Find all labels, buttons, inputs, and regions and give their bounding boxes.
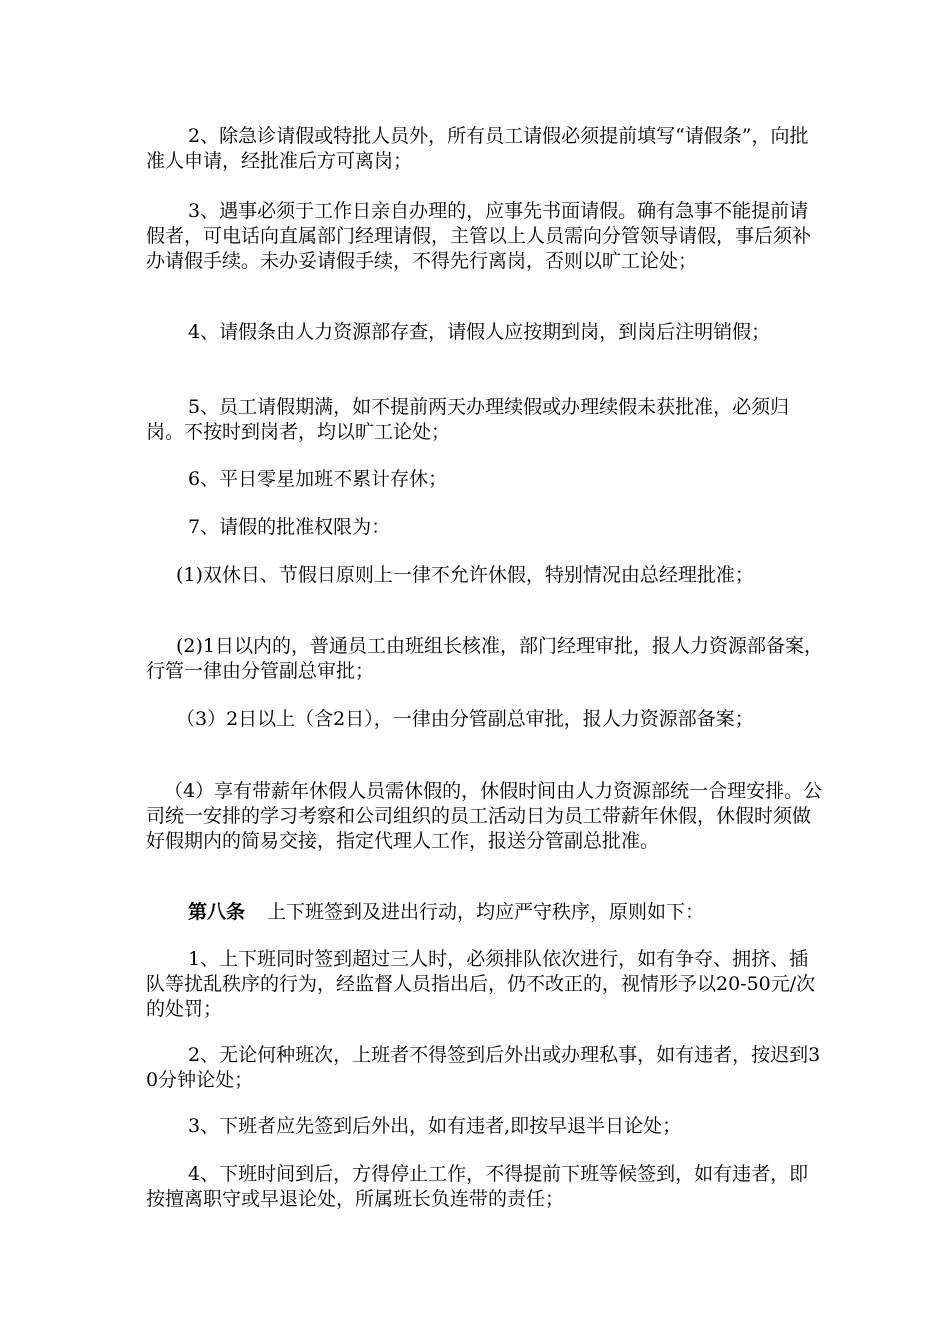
paragraph-leave-form: 2、除急诊请假或特批人员外，所有员工请假必须提前填写“请假条”，向批准人申请，经批准后方可离岗； bbox=[146, 125, 809, 172]
paragraph-weekday-leave: 3、遇事必须于工作日亲自办理的，应事先书面请假。确有急事不能提前请假者，可电话向直属部门经理请假，主管以上人员需向分管领导请假，事后须补办请假手续。未办妥请假手续，不得先行离岗，否则以旷工论处； bbox=[146, 200, 812, 272]
article-8-heading bbox=[146, 900, 826, 925]
paragraph-end-of-shift: 4、下班时间到后，方得停止工作，不得提前下班等候签到，如有违者，即按擅离职守或早退论处，所属班长负连带的责任； bbox=[146, 1163, 809, 1210]
paragraph-approval-authority: 7、请假的批准权限为： bbox=[188, 516, 391, 538]
paragraph-authority-3: （3）2日以上（含2日），一律由分管副总审批，报人力资源部备案； bbox=[176, 708, 754, 730]
paragraph-authority-2: (2)1日以内的，普通员工由班组长核准，部门经理审批，报人力资源部备案，行管一律由分管副总审批； bbox=[146, 635, 824, 682]
paragraph-signout: 3、下班者应先签到后外出，如有违者,即按早退半日论处； bbox=[188, 1115, 682, 1137]
paragraph-no-leaving: 2、无论何种班次，上班者不得签到后外出或办理私事，如有违者，按迟到30分钟论处； bbox=[146, 1044, 821, 1091]
article-label: 第八条 bbox=[188, 901, 246, 923]
paragraph-authority-4: （4）享有带薪年休假人员需休假的，休假时间由人力资源部统一合理安排。公司统一安排的学习考察和公司组织的员工活动日为员工带薪年休假，休假时须做好假期内的简易交接，指定代理人工作，报送分管副总批准。 bbox=[146, 780, 823, 852]
article-text: 上下班签到及进出行动，均应严守秩序，原则如下： bbox=[267, 901, 705, 923]
paragraph-leave-record: 4、请假条由人力资源部存查，请假人应按期到岗，到岗后注明销假； bbox=[188, 321, 771, 343]
paragraph-signin-queue: 1、上下班同时签到超过三人时，必须排队依次进行，如有争夺、拥挤、插队等扰乱秩序的行为，经监督人员指出后，仍不改正的，视情形予以20-50元/次的处罚； bbox=[146, 948, 816, 1020]
paragraph-authority-1: (1)双休日、节假日原则上一律不允许休假，特别情况由总经理批准； bbox=[176, 564, 754, 586]
paragraph-overtime: 6、平日零星加班不累计存休； bbox=[188, 468, 448, 490]
paragraph-leave-expiry: 5、员工请假期满，如不提前两天办理续假或办理续假未获批准，必须归岗。不按时到岗者，均以旷工论处； bbox=[146, 396, 790, 443]
